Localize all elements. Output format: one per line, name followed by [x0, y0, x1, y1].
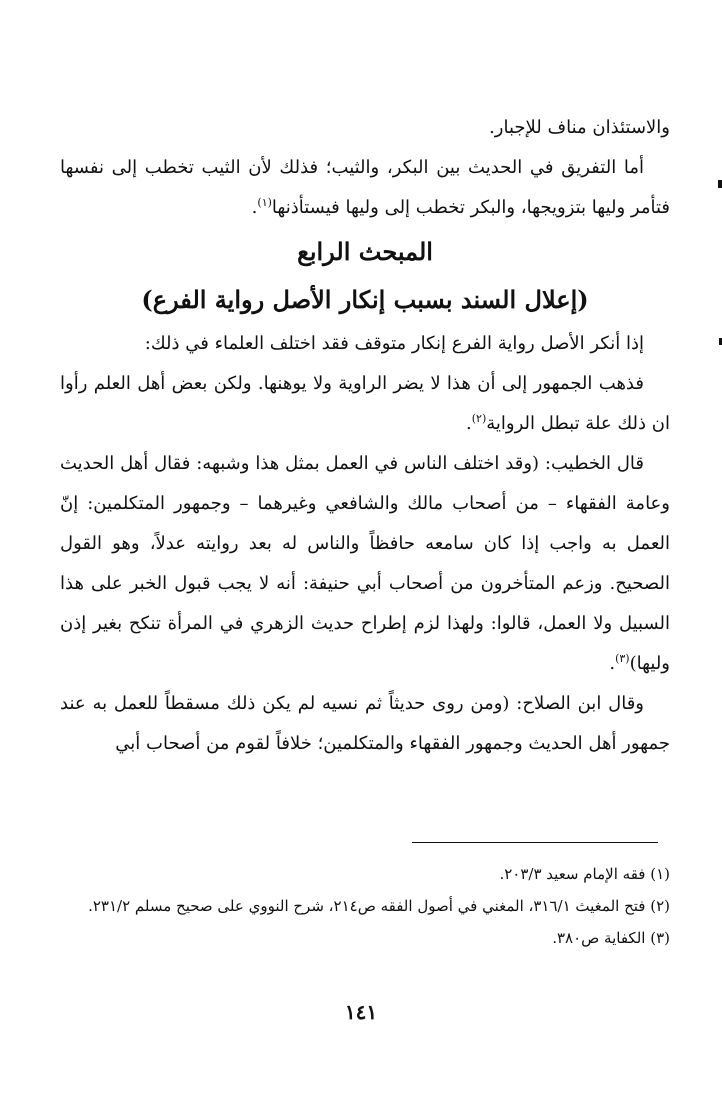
footnote-2: (٢) فتح المغيث ٣١٦/١، المغني في أصول الفقه ص٢١٤، شرح النووي على صحيح مسلم ٢٣١/٢.	[88, 897, 670, 915]
footnote-ref-3[interactable]: (٣)	[615, 652, 630, 665]
paragraph-6: وقال ابن الصلاح: (ومن روى حديثاً ثم نسيه لم يكن ذلك مسقطاً للعمل به عند جمهور أهل الحديث وجمهور الفقهاء والمتكلمين؛ خلافاً لقوم من أصحاب أبي	[60, 693, 670, 754]
footnote-ref-2[interactable]: (٢)	[471, 412, 487, 425]
paragraph-2-end: .	[251, 197, 258, 218]
paragraph-2-text: أما التفريق في الحديث بين البكر، والثيب؛ فذلك لأن الثيب تخطب إلى نفسها فتأمر وليها بتزويجها، والبكر تخطب إلى وليها فيستأذنها	[60, 157, 670, 218]
footnote-divider	[412, 842, 658, 843]
paragraph-5-end: .	[609, 653, 616, 674]
main-text	[60, 108, 670, 764]
paragraph-1: والاستئذان مناف للإجبار.	[489, 117, 670, 138]
footnotes	[60, 858, 670, 954]
paragraph-3: إذا أنكر الأصل رواية الفرع إنكار متوقف فقد اختلف العلماء في ذلك:	[144, 333, 644, 354]
footnote-3: (٣) الكفاية ص٣٨٠.	[552, 929, 670, 947]
paragraph-4-text: فذهب الجمهور إلى أن هذا لا يضر الراوية ولا يوهنها. ولكن بعض أهل العلم رأوا ان ذلك علة تبطل الرواية	[60, 373, 670, 434]
scan-edge-mark	[718, 180, 722, 188]
footnote-1: (١) فقه الإمام سعيد ٢٠٣/٣.	[499, 865, 670, 883]
paragraph-4-end: .	[466, 413, 472, 434]
section-heading: المبحث الرابع	[297, 237, 433, 266]
paragraph-5	[60, 444, 670, 684]
paragraph-5-text: قال الخطيب: (وقد اختلف الناس في العمل بمثل هذا وشبهه: فقال أهل الحديث وعامة الفقهاء – من أصحاب مالك والشافعي وغيرهما – وجمهور المتكلمين: إنّ العمل به واجب إذا كان سامعه حافظاً والناس له بعد روايته عدلاً، وهو القول الصحيح. وزعم المتأخرون من أصحاب أبي حنيفة: أنه لا يجب قبول الخبر على هذا السبيل ولا العمل، قالوا: ولهذا لزم إطراح حديث الزهري في المرأة تنكح بغير إذن وليها)	[60, 453, 670, 674]
paragraph-4	[60, 364, 670, 444]
footnote-ref-1[interactable]: (١)	[257, 196, 272, 209]
page-number: ١٤١	[344, 1000, 378, 1024]
paragraph-2	[60, 148, 670, 228]
section-subheading: (إعلال السند بسبب إنكار الأصل رواية الفرع)	[141, 285, 589, 314]
